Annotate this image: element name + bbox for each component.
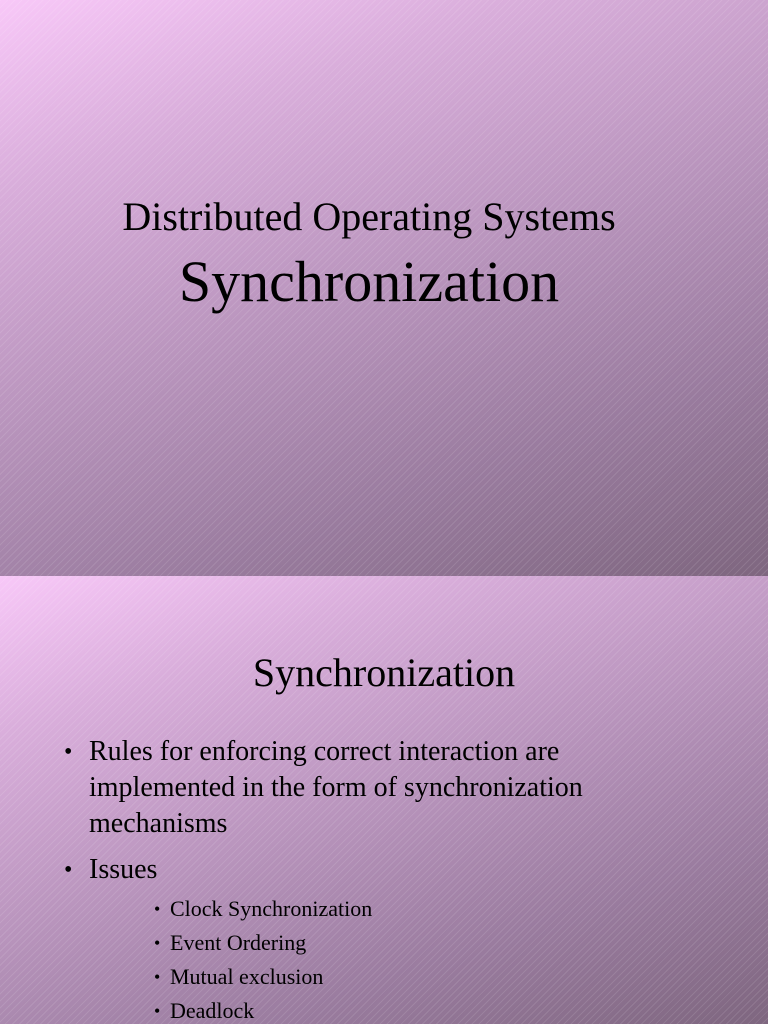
bullet-icon: • [154, 933, 161, 953]
sub-bullet-item [154, 892, 664, 926]
sub-bullet-text: Deadlock [170, 998, 255, 1023]
slide-heading: Synchronization [252, 650, 516, 695]
bullet-item [64, 734, 664, 842]
bullet-text: Rules for enforcing correct interaction are implemented in the form of synchronization mechanisms [89, 736, 583, 839]
sub-bullet-item [154, 926, 664, 960]
bullet-icon: • [64, 739, 73, 765]
sub-bullet-item [154, 994, 664, 1024]
bullet-item [64, 852, 664, 1024]
bullet-text: Issues [89, 854, 158, 885]
sub-bullet-list [89, 892, 664, 1024]
bullet-icon: • [64, 857, 73, 883]
content-slide [0, 576, 768, 1024]
sub-bullet-text: Event Ordering [170, 930, 307, 955]
slide-subtitle: Distributed Operating Systems [122, 194, 616, 239]
slide-title: Synchronization [178, 249, 560, 314]
bullet-icon: • [154, 899, 161, 919]
sub-bullet-text: Clock Synchronization [170, 896, 373, 921]
sub-bullet-item [154, 960, 664, 994]
bullet-icon: • [154, 1001, 161, 1021]
bullet-icon: • [154, 967, 161, 987]
bullet-list [64, 734, 664, 1024]
sub-bullet-text: Mutual exclusion [170, 964, 324, 989]
